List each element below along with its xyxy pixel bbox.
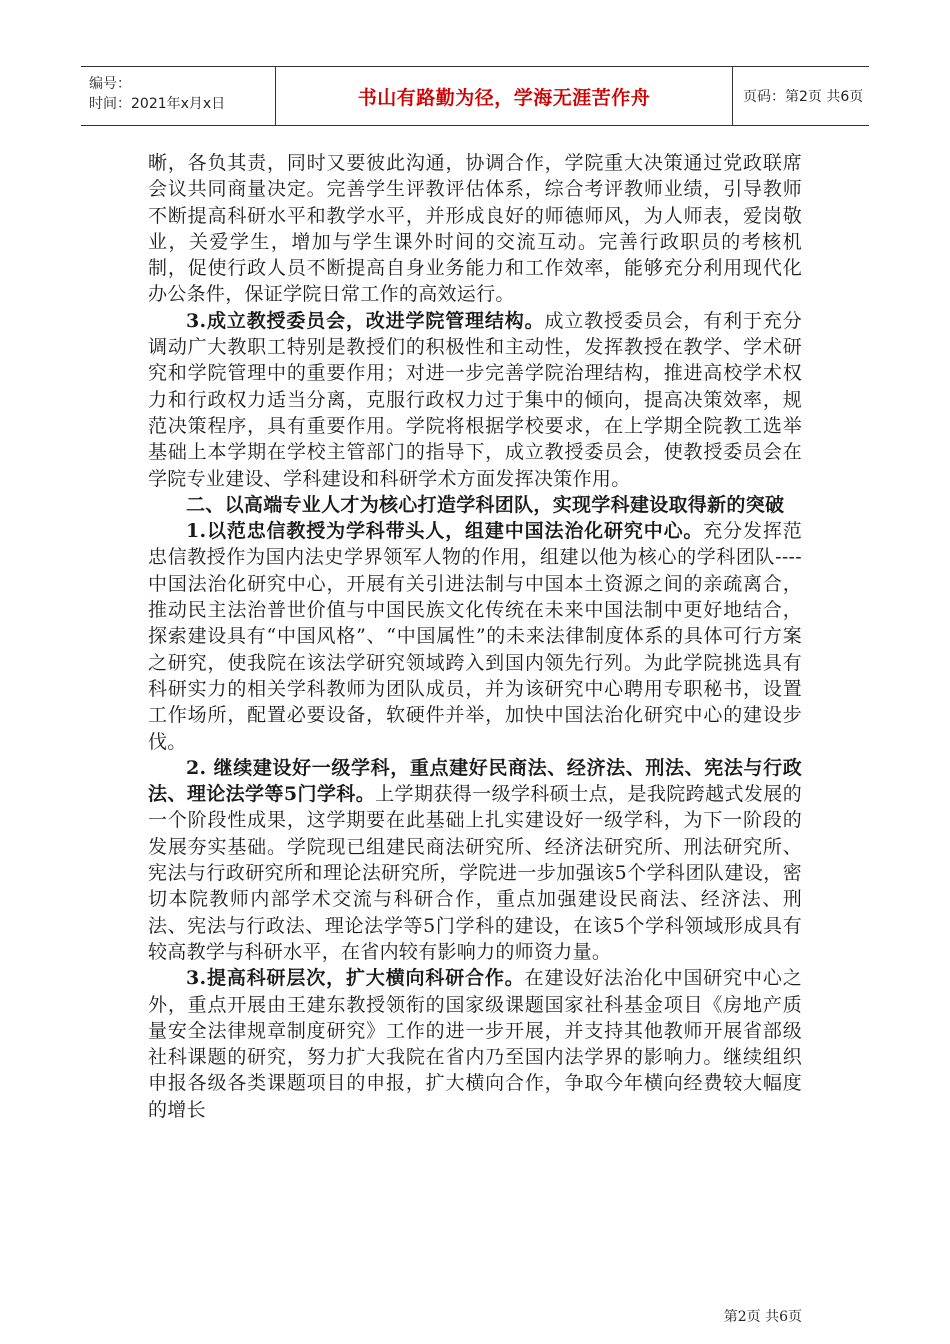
header-page-cell — [733, 67, 869, 125]
paragraph-heading: 3.成立教授委员会，改进学院管理结构。 — [186, 309, 545, 332]
paragraph-heading: 二、以高端专业人才为核心打造学科团队，实现学科建设取得新的突破 — [186, 493, 785, 516]
paragraph-5 — [148, 755, 802, 965]
paragraph-text: 充分发挥范忠信教授作为国内法史学界领军人物的作用，组建以他为核心的学科团队----中国法治化研究中心，开展有关引进法制与中国本土资源之间的亲疏离合，推动民主法治普世价值与中国民族文化传统在未来中国法制中更好地结合，探索建设具有“中国风格”、“中国属性”的未来法律制度体系的具体可行方案之研究，使我院在该法学研究领域跨入到国内领先行列。为此学院挑选具有科研实力的相关学科教师为团队成员，并为该研究中心聘用专职秘书，设置工作场所，配置必要设备，软硬件并举，加快中国法治化研究中心的建设步伐。 — [148, 520, 802, 753]
header-page-info: 页码：第2页 共6页 — [743, 89, 864, 105]
document-body — [148, 150, 802, 1123]
section-heading — [148, 492, 802, 518]
paragraph-6 — [148, 965, 802, 1123]
header-meta-cell — [81, 67, 276, 125]
paragraph-4 — [148, 518, 802, 755]
paragraph-text: 上学期获得一级学科硕士点，是我院跨越式发展的一个阶段性成果，这学期要在此基础上扎实建设好一级学科，为下一阶段的发展夯实基础。学院现已组建民商法研究所、经济法研究所、刑法研究所、宪法与行政研究所和理论法研究所，学院进一步加强该5个学科团队建设，密切本院教师内部学术交流与科研合作，重点加强建设民商法、经济法、刑法、宪法与行政法、理论法学等5门学科的建设，在该5个学科领域形成具有较高教学与科研水平，在省内较有影响力的师资力量。 — [148, 783, 802, 963]
page-header — [81, 66, 869, 126]
doc-number-label: 编号： — [89, 76, 131, 92]
paragraph-text: 成立教授委员会，有利于充分调动广大教职工特别是教授们的积极性和主动性，发挥教授在教学、学术研究和学院管理中的重要作用；对进一步完善学院治理结构，推进高校学术权力和行政权力适当分离，克服行政权力过于集中的倾向，提高决策效率，规范决策程序，具有重要作用。学院将根据学校要求，在上学期全院教工选举基础上本学期在学校主管部门的指导下，成立教授委员会，使教授委员会在学院专业建设、学科建设和科研学术方面发挥决策作用。 — [148, 309, 802, 490]
paragraph-text: 晰，各负其责，同时又要彼此沟通，协调合作，学院重大决策通过党政联席会议共同商量决定。完善学生评教评估体系，综合考评教师业绩，引导教师不断提高科研水平和教学水平，并形成良好的师德师风，为人师表，爱岗敬业，关爱学生，增加与学生课外时间的交流互动。完善行政职员的考核机制，促使行政人员不断提高自身业务能力和工作效率，能够充分利用现代化办公条件，保证学院日常工作的高效运行。 — [148, 152, 802, 306]
paragraph-heading: 1.以范忠信教授为学科带头人，组建中国法治化研究中心。 — [186, 520, 704, 543]
header-motto-cell — [276, 67, 733, 125]
time-label: 时间：2021年x月x日 — [89, 96, 226, 112]
header-motto: 书山有路勤为径，学海无涯苦作舟 — [357, 86, 651, 109]
paragraph-2 — [148, 308, 802, 492]
page-footer: 第2页 共6页 — [723, 1309, 802, 1325]
paragraph-text: 在建设好法治化中国研究中心之外，重点开展由王建东教授领衔的国家级课题国家社科基金项目《房地产质量安全法律规章制度研究》工作的进一步开展，并支持其他教师开展省部级社科课题的研究，努力扩大我院在省内乃至国内法学界的影响力。继续组织申报各级各类课题项目的申报，扩大横向合作，争取今年横向经费较大幅度的增长 — [148, 967, 802, 1121]
paragraph-heading: 3.提高科研层次，扩大横向科研合作。 — [186, 967, 525, 990]
paragraph-1 — [148, 150, 802, 308]
paragraph-heading: 2. 继续建设好一级学科，重点建好民商法、经济法、刑法、宪法与行政法、理论法学等5门学科。 — [148, 756, 802, 806]
